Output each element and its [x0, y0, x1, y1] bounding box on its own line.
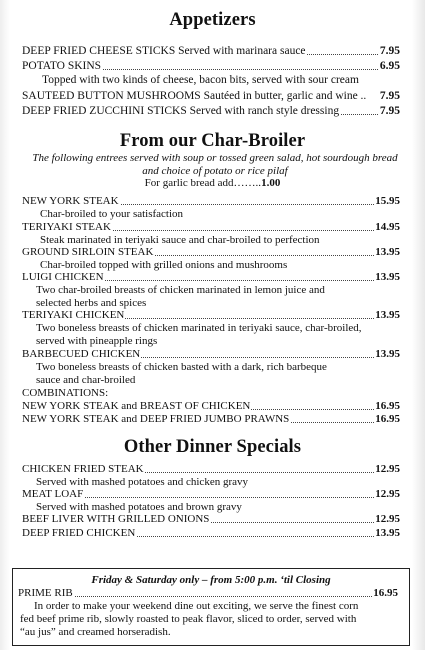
- item-name: NEW YORK STEAK: [22, 195, 119, 207]
- item-name: BARBECUED CHICKEN: [22, 348, 141, 360]
- menu-item-teriyaki-steak: [22, 220, 400, 234]
- item-name: DEEP FRIED ZUCCHINI STICKS: [22, 105, 187, 117]
- item-name: TERIYAKI STEAK: [22, 221, 111, 233]
- item-price: 16.95: [373, 587, 398, 599]
- item-name: PRIME RIB: [18, 587, 73, 599]
- item-description: Served with mashed potatoes and chicken gravy: [36, 476, 248, 488]
- item-price: 7.95: [379, 45, 400, 57]
- item-description-line: sauce and char-broiled: [36, 374, 136, 386]
- item-description: Char-broiled topped with grilled onions and mushrooms: [40, 259, 288, 271]
- item-note: Served with ranch style dressing: [186, 105, 340, 117]
- item-price: 13.95: [375, 246, 400, 258]
- specials-title: Other Dinner Specials: [123, 437, 302, 457]
- item-description-line: In order to make your weekend dine out exciting, we serve the finest corn: [34, 600, 359, 612]
- menu-item-barbecued-chicken: [22, 347, 400, 361]
- item-description-line: Two char-broiled breasts of chicken marinated in lemon juice and: [36, 284, 325, 296]
- item-price: 13.95: [375, 527, 400, 539]
- item-price: 12.95: [375, 463, 400, 475]
- item-description-line: fed beef prime rib, slowly roasted to peak flavor, sliced to order, served with: [20, 613, 357, 625]
- item-price: 13.95: [375, 309, 400, 321]
- menu-item-luigi-chicken: [22, 270, 400, 284]
- item-note: Served with marinara sauce: [175, 45, 306, 57]
- menu-item-prime-rib: [18, 586, 398, 600]
- garlic-label: For garlic bread add……..: [144, 177, 262, 189]
- item-description: Served with mashed potatoes and brown gravy: [36, 501, 242, 513]
- menu-item-zucchini-sticks: [22, 104, 400, 118]
- menu-item-combo-steak-prawns: [22, 412, 400, 426]
- item-name: SAUTEED BUTTON MUSHROOMS: [22, 90, 201, 102]
- menu-item-chicken-fried-steak: [22, 462, 400, 476]
- broiler-title: From our Char-Broiler: [119, 131, 306, 151]
- menu-item-new-york-steak: [22, 194, 400, 208]
- item-price: 13.95: [375, 348, 400, 360]
- item-price: 16.95: [375, 400, 400, 412]
- item-description-line: Two boneless breasts of chicken marinated in teriyaki sauce, char-broiled,: [36, 322, 362, 334]
- item-price: 13.95: [375, 271, 400, 283]
- menu-item-combo-steak-chicken: [22, 399, 400, 413]
- broiler-intro: The following entrees served with soup or tossed green salad, hot sourdough bread and choice of potato or rice pilaf: [32, 152, 398, 177]
- item-description: Char-broiled to your satisfaction: [40, 208, 184, 220]
- item-name: MEAT LOAF: [22, 488, 84, 500]
- combinations-label: COMBINATIONS:: [22, 387, 109, 399]
- menu-item-teriyaki-chicken: [22, 308, 400, 322]
- prime-rib-schedule: Friday & Saturday only – from 5:00 p.m. ‘til Closing: [91, 574, 331, 586]
- item-name: BEEF LIVER WITH GRILLED ONIONS: [22, 513, 210, 525]
- item-name: DEEP FRIED CHEESE STICKS: [22, 45, 176, 57]
- item-price: 12.95: [375, 488, 400, 500]
- item-name: GROUND SIRLOIN STEAK: [22, 246, 154, 258]
- menu-item-mushrooms: [22, 89, 400, 103]
- menu-item-meat-loaf: [22, 487, 400, 501]
- item-description-line: selected herbs and spices: [36, 297, 147, 309]
- item-price: 15.95: [375, 195, 400, 207]
- item-price: 7.95: [379, 105, 400, 117]
- item-name: NEW YORK STEAK and DEEP FRIED JUMBO PRAWNS: [22, 413, 290, 425]
- item-description: Topped with two kinds of cheese, bacon bits, served with sour cream: [42, 74, 359, 86]
- appetizers-title: Appetizers: [169, 10, 256, 30]
- item-price: 7.95: [379, 90, 400, 102]
- garlic-price: 1.00: [261, 177, 281, 189]
- item-description-line: “au jus” and creamed horseradish.: [20, 626, 171, 638]
- item-price: 16.95: [375, 413, 400, 425]
- menu-item-beef-liver: [22, 512, 400, 526]
- garlic-bread-line: [0, 177, 425, 189]
- item-description-line: Two boneless breasts of chicken basted with a dark, rich barbeque: [36, 361, 327, 373]
- item-price: 12.95: [375, 513, 400, 525]
- item-note: Sautéed in butter, garlic and wine ..: [200, 90, 367, 102]
- menu-item-potato-skins: [22, 59, 400, 73]
- menu-item-ground-sirloin: [22, 245, 400, 259]
- item-name: CHICKEN FRIED STEAK: [22, 463, 144, 475]
- item-price: 14.95: [375, 221, 400, 233]
- item-description: Steak marinated in teriyaki sauce and char-broiled to perfection: [40, 234, 320, 246]
- item-price: 6.95: [379, 60, 400, 72]
- item-name: POTATO SKINS: [22, 60, 102, 72]
- menu-item-cheese-sticks: [22, 44, 400, 58]
- item-name: TERIYAKI CHICKEN: [22, 309, 125, 321]
- item-name: LUIGI CHICKEN: [22, 271, 104, 283]
- item-name: NEW YORK STEAK and BREAST OF CHICKEN: [22, 400, 251, 412]
- menu-item-deep-fried-chicken: [22, 526, 400, 540]
- item-description-line: served with pineapple rings: [36, 335, 158, 347]
- item-name: DEEP FRIED CHICKEN: [22, 527, 136, 539]
